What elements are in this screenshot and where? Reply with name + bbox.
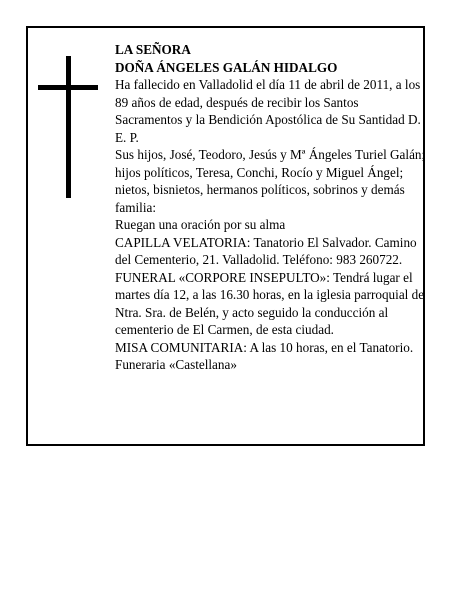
- cross-horizontal-bar: [38, 85, 98, 90]
- death-announcement: Ha fallecido en Valladolid el día 11 de abril de 2011, a los 89 años de edad, después de recibir los Santos Sacramentos y la Bendición Apostólica de Su Santidad D. E. P.: [115, 77, 421, 145]
- cross-vertical-bar: [66, 56, 71, 198]
- community-mass-info: MISA COMUNITARIA: A las 10 horas, en el Tanatorio.: [115, 339, 414, 355]
- wake-chapel-info: CAPILLA VELATORIA: Tanatorio El Salvador. Camino del Cementerio, 21. Valladolid. Teléfono: 983 260722.: [115, 234, 417, 267]
- obituary-text: [115, 41, 427, 374]
- family-list: Sus hijos, José, Teodoro, Jesús y Mª Ángeles Turiel Galán; hijos políticos, Teresa, Conchi, Rocío y Miguel Ángel; nietos, bisnietos, hermanos políticos, sobrinos y demás familia:: [115, 147, 426, 215]
- funeral-home: Funeraria «Castellana»: [115, 357, 237, 372]
- prayer-request: Ruegan una oración por su alma: [115, 217, 286, 232]
- deceased-name: DOÑA ÁNGELES GALÁN HIDALGO: [115, 59, 338, 75]
- funeral-info: FUNERAL «CORPORE INSEPULTO»: Tendrá lugar el martes día 12, a las 16.30 horas, en la iglesia parroquial de Ntra. Sra. de Belén, y acto seguido la conducción al cementerio de El Carmen, de esta ciudad.: [115, 269, 425, 337]
- title-line-1: LA SEÑORA: [115, 42, 191, 57]
